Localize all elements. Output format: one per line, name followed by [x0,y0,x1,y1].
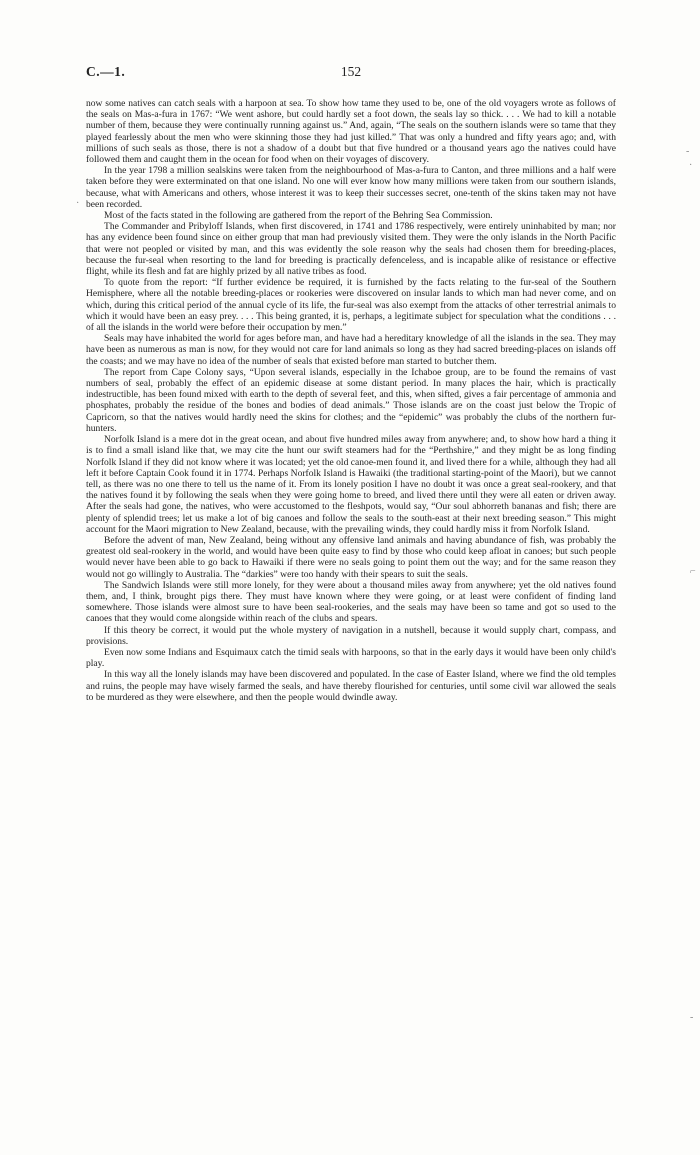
document-page [86,64,616,703]
page-header [86,64,616,90]
margin-mark: · [689,160,693,171]
margin-mark: · [76,198,80,209]
paragraph: If this theory be correct, it would put the whole mystery of navigation in a nutshell, because it would supply chart, compass, and provisions. [86,624,616,647]
paragraph: Even now some Indians and Esquimaux catch the timid seals with harpoons, so that in the early days it would have been only child's play. [86,646,616,670]
paragraph: The report from Cape Colony says, “Upon several islands, especially in the Ichaboe group, are to be found the remains of vast numbers of seal, probably the effect of an epidemic disease at some distant period. In many places the hair, which is practically indestructible, has been found mixed with earth to the depth of several feet, and this, when sifted, gives a fair percentage of ammonia and phosphates, probably the residue of the bones and bodies of dead animals.” Those islands are on the coast just below the Tropic of Capricorn, so that the natives would hardly need the skins for clothes; and the “epidemic” was probably the clubs of the northern fur-hunters. [86,366,616,434]
paragraph: To quote from the report: “If further evidence be required, it is furnished by the facts relating to the fur-seal of the Southern Hemisphere, where all the notable breeding-places or rookeries were discovered on insular lands to which man had never come, and on which, during this critical period of the annual cycle of its life, the fur-seal was also exempt from the attacks of other terrestrial animals to which it would have been an easy prey. . . . This being granted, it is, perhaps, a legitimate subject for speculation what the conditions . . . of all the islands in the world were before their occupation by men.” [86,277,616,334]
paragraph: Seals may have inhabited the world for ages before man, and have had a hereditary knowledge of all the islands in the sea. They may have been as numerous as man is now, for they would not care for land animals so long as they had sacred breeding-places on islands off the coasts; and we may have no idea of the number of seals that existed before man started to butcher them. [86,333,616,367]
paragraph: In the year 1798 a million sealskins were taken from the neighbourhood of Mas-a-fura to Canton, and three millions and a half were taken before they were exterminated on that one island. No one will ever know how many millions were taken from our southern islands, because, what with Americans and others, whose interest it was to keep their successes secret, one-tenth of the skins taken may not have been recorded. [86,165,616,210]
paragraph: Most of the facts stated in the following are gathered from the report of the Behring Sea Commission. [104,210,493,222]
paragraph: Before the advent of man, New Zealand, being without any offensive land animals and having abundance of fish, was probably the greatest old seal-rookery in the world, and would have been quite easy to find by those who could keep afloat in canoes; but such people would never have been able to go back to Hawaiki if there were no seals going to point them out the way; and for the same reason they would not go willingly to Australia. The “darkies” were too handy with their spears to suit the seals. [86,534,616,580]
document-reference: C.—1. [86,64,126,79]
margin-mark: ⌐ [690,566,696,577]
paragraph: Norfolk Island is a mere dot in the great ocean, and about five hundred miles away from anywhere; and, to show how hard a thing it is to find a small island like that, we may cite the hunt our swift steamers had for the “Perthshire,” and they might be as long finding Norfolk Island if they did not know where it was located; yet the old canoe-men found it, and lived there for a while, although they had all left it before Captain Cook found it in 1774. Perhaps Norfolk Island is Hawaiki (the traditional starting-point of the Maori), but we cannot tell, as there was no one there to tell us the name of it. From its lonely position I have no doubt it was once a great seal-rookery, and that the natives found it by following the seals when they were going home to breed, and lived there until they were all eaten or driven away. After the seals had gone, the natives, who were accustomed to the fleshpots, would say, “Our soul abhorreth bananas and fish; there are plenty of splendid trees; let us make a lot of big canoes and follow the seals to the south-east at their next breeding season.” This might account for the Maori migration to New Zealand, because, with the prevailing winds, they could hardly miss it from Norfolk Island. [86,434,616,535]
margin-mark: - [690,1012,694,1023]
body-text [86,98,616,703]
paragraph: The Commander and Pribyloff Islands, when first discovered, in 1741 and 1786 respectively, were entirely uninhabited by man; nor has any evidence been found since on either group that man had previously visited them. They were the only islands in the North Pacific that were not peopled or visited by man, and this was evidently the sole reason why the seals had chosen them for breeding-places, because the fur-seal when resorting to the land for breeding is practically defenceless, and is incapable alike of resistance or effective flight, while its flesh and fat are highly prized by all native tribes as food. [86,221,616,278]
page-number: 152 [340,64,362,79]
margin-mark: - [686,146,690,157]
paragraph: In this way all the lonely islands may have been discovered and populated. In the case of Easter Island, where we find the old temples and ruins, the people may have wisely farmed the seals, and have thereby flourished for centuries, until some civil war allowed the seals to be murdered as they were elsewhere, and then the people would dwindle away. [86,669,616,703]
paragraph: The Sandwich Islands were still more lonely, for they were about a thousand miles away from anywhere; yet the old natives found them, and, I think, brought pigs there. They must have known where they were going, or at least were confident of finding land somewhere. Those islands were almost sure to have been seal-rookeries, and the seals may have been so tame and got so used to the canoes that they would come alongside within reach of the clubs and spears. [86,579,616,625]
paragraph: now some natives can catch seals with a harpoon at sea. To show how tame they used to be, one of the old voyagers wrote as follows of the seals on Mas-a-fura in 1767: “We went ashore, but could hardly set a foot down, the seals lay so thick. . . . We had to kill a notable number of them, because they were continually running against us.” And, again, “The seals on the southern islands were so tame that they played fearlessly about the men who were skinning those they had just killed.” That was only a hundred and fifty years ago; and, with millions of such seals as those, there is not a shadow of a doubt but that five hundred or a thousand years ago the natives could have followed them and caught them in the ocean for food when on their voyages of discovery. [86,98,616,166]
